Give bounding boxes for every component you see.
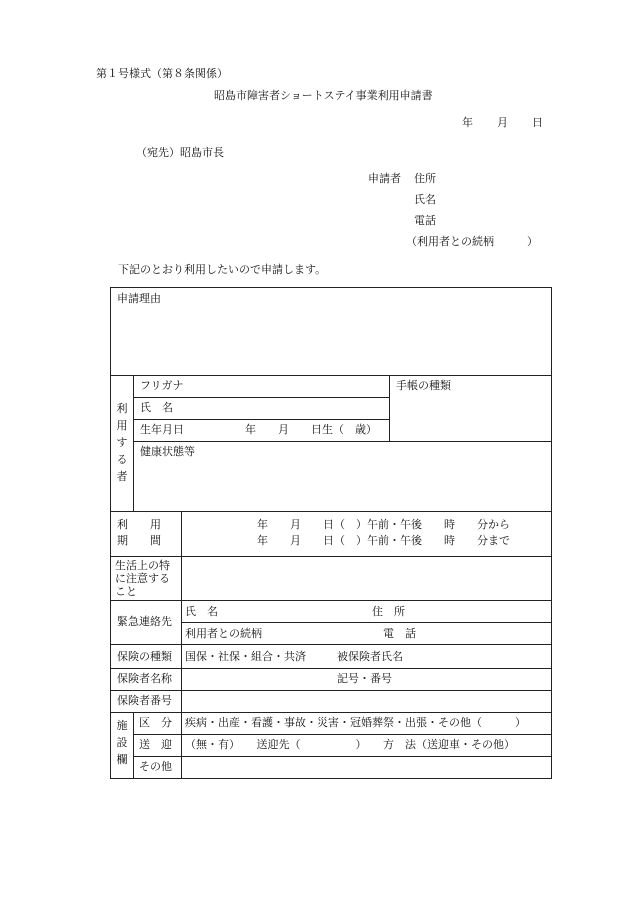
date-day: 日: [532, 116, 543, 129]
insurer-name-label: 保険者名称: [117, 672, 172, 685]
techo-type-label: 手帳の種類: [396, 379, 451, 392]
applicant-address-label: 住所: [414, 172, 436, 185]
birth-date-label: 生年月日: [140, 423, 184, 436]
insured-name-label: 被保険者氏名: [337, 650, 403, 663]
emergency-contact-label: 緊急連絡先: [117, 615, 172, 628]
emergency-phone-label: 電 話: [383, 627, 416, 640]
form-number: 第１号様式（第８条関係）: [96, 67, 228, 80]
insurance-type-label: 保険の種類: [117, 650, 172, 663]
user-name-label: 氏 名: [140, 401, 173, 414]
emergency-relation-label: 利用者との続柄: [185, 627, 262, 640]
birth-date-fields: 年 月 日生（ 歳）: [245, 423, 377, 436]
transport-options: （無・有） 送迎先（ ） 方 法（送迎車・その他）: [185, 738, 515, 751]
life-notes-label: 生活上の特に注意すること: [115, 559, 170, 598]
date-year: 年: [462, 116, 473, 129]
addressee: （宛先）昭島市長: [136, 146, 224, 159]
category-label: 区 分: [139, 716, 172, 729]
applicant-label: 申請者: [368, 172, 401, 185]
furigana-label: フリガナ: [140, 379, 184, 392]
application-form-table: [110, 287, 552, 779]
form-title: 昭島市障害者ショートステイ事業利用申請書: [214, 89, 433, 102]
transport-label: 送 迎: [139, 738, 172, 751]
period-to: 年 月 日（ ）午前・午後 時 分まで: [257, 534, 510, 547]
insurance-type-options: 国保・社保・組合・共済: [185, 650, 306, 663]
applicant-phone-label: 電話: [414, 214, 436, 227]
insurer-number-label: 保険者番号: [117, 694, 172, 707]
period-label-line1: 利 用: [117, 518, 161, 531]
intro-text: 下記のとおり利用したいので申請します。: [118, 263, 327, 276]
emergency-address-label: 住 所: [372, 605, 405, 618]
applicant-relation-label: （利用者との続柄 ）: [406, 235, 538, 248]
category-options: 疾病・出産・看護・事故・災害・冠婚葬祭・出張・その他（ ）: [185, 716, 526, 729]
date-month: 月: [497, 116, 508, 129]
user-section-label: 利用する者: [116, 402, 128, 483]
applicant-name-label: 氏名: [414, 193, 436, 206]
facility-section-label: 施設欄: [116, 719, 128, 766]
health-status-label: 健康状態等: [140, 445, 195, 458]
period-from: 年 月 日（ ）午前・午後 時 分から: [257, 518, 510, 531]
other-label: その他: [139, 760, 172, 773]
symbol-number-label: 記号・番号: [337, 672, 392, 685]
period-label-line2: 期 間: [117, 534, 161, 547]
reason-label: 申請理由: [117, 292, 161, 305]
emergency-name-label: 氏 名: [185, 605, 218, 618]
